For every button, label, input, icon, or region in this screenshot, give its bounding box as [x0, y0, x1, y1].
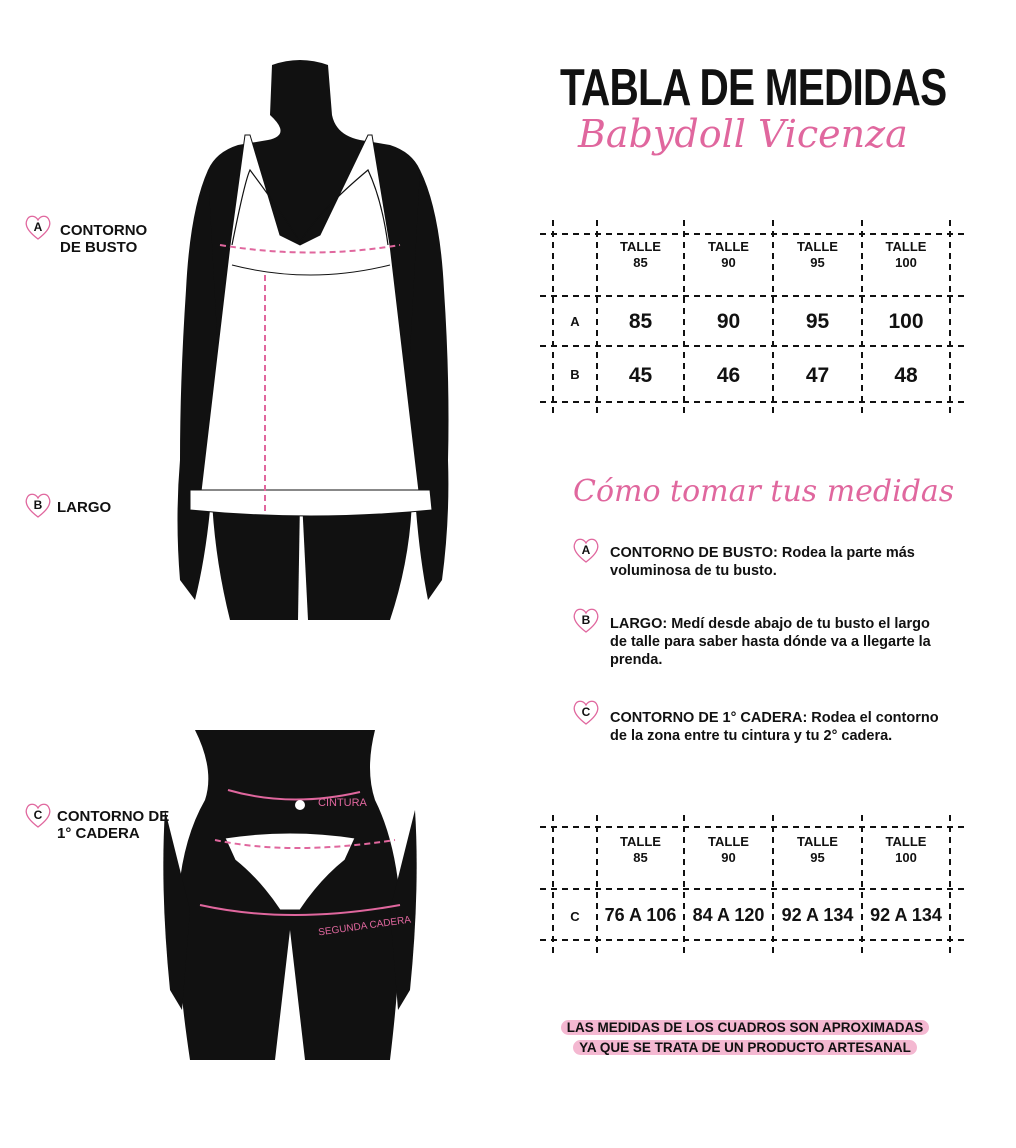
header-size: 85 — [633, 255, 648, 270]
header-size: 90 — [721, 850, 736, 865]
header-size: 85 — [633, 850, 648, 865]
cintura-label: CINTURA — [318, 797, 367, 809]
label-contorno-busto-line-1: CONTORNO — [60, 222, 148, 239]
table-1-row-a-cell: 95 — [805, 310, 830, 333]
instruction-b-term: LARGO — [610, 616, 663, 632]
header-size: 100 — [895, 850, 917, 865]
instr-c-heart-icon — [571, 697, 601, 727]
label-contorno-busto — [60, 222, 147, 256]
disclaimer-line-1: LAS MEDIDAS DE LOS CUADROS SON APROXIMADAS — [561, 1020, 930, 1035]
header-size: 95 — [810, 850, 825, 865]
heart-b-icon — [23, 490, 53, 520]
instr-b-heart-icon — [571, 605, 601, 635]
table-1-row-b-cell: 47 — [805, 364, 830, 387]
heart-c-icon — [23, 800, 53, 830]
heart-a-letter: A — [33, 220, 43, 234]
table-1-row-a-cell: 100 — [888, 310, 924, 333]
table-1-row-b-key: B — [570, 367, 580, 382]
hips-figure — [160, 730, 420, 1060]
heart-a-icon — [23, 212, 53, 242]
table-1-row-b-cell: 48 — [894, 364, 918, 387]
header-talle-label: TALLE — [797, 834, 838, 849]
header-size: 90 — [721, 255, 736, 270]
label-contorno-busto-line-2: DE BUSTO — [60, 239, 138, 256]
table-1-row-b-cell: 46 — [716, 364, 741, 387]
page-title: TABLA DE MEDIDAS — [560, 59, 947, 117]
instruction-a-term: CONTORNO DE BUSTO — [610, 545, 774, 561]
header-size: 100 — [895, 255, 917, 270]
instruction-b — [610, 615, 940, 669]
instruction-a-text: : Rodea la parte más voluminosa de tu busto. — [610, 545, 915, 579]
table-1-header-90 — [684, 240, 773, 270]
instruction-c-text: : Rodea el contorno de la zona entre tu cintura y tu 2° cadera. — [610, 710, 939, 744]
table-2-row-c-cell: 92 A 134 — [781, 905, 854, 925]
table-1-row-a-cell: 85 — [628, 310, 653, 333]
table-1-row-a-cell: 90 — [716, 310, 741, 333]
header-talle-label: TALLE — [620, 239, 661, 254]
size-table-1 — [540, 220, 965, 415]
label-contorno-cadera-line-1: CONTORNO DE — [57, 808, 170, 825]
babydoll-figure — [150, 60, 450, 630]
heart-c-letter: C — [33, 808, 43, 822]
table-1-header-100 — [862, 240, 950, 270]
table-2-row-c-cell: 84 A 120 — [692, 905, 765, 925]
table-1-header-95 — [773, 240, 862, 270]
header-talle-label: TALLE — [620, 834, 661, 849]
size-table-2 — [540, 815, 965, 955]
header-talle-label: TALLE — [797, 239, 838, 254]
header-size: 95 — [810, 255, 825, 270]
instr-b-letter: B — [581, 613, 591, 627]
instruction-c-term: CONTORNO DE 1° CADERA — [610, 710, 803, 726]
table-1-header-85 — [597, 240, 684, 270]
table-1-row-b-cell: 45 — [628, 364, 653, 387]
header-talle-label: TALLE — [708, 834, 749, 849]
instr-c-letter: C — [581, 705, 591, 719]
label-contorno-cadera — [57, 808, 169, 842]
table-2-header-90 — [684, 835, 773, 865]
how-to-title: Cómo tomar tus medidas — [573, 474, 955, 509]
instr-a-letter: A — [581, 543, 591, 557]
disclaimer-line-2: YA QUE SE TRATA DE UN PRODUCTO ARTESANAL — [573, 1040, 917, 1055]
page-subtitle: Babydoll Vicenza — [578, 112, 908, 156]
table-2-row-c-cell: 92 A 134 — [870, 905, 942, 925]
disclaimer-note — [560, 1018, 930, 1058]
table-2-header-95 — [773, 835, 862, 865]
header-talle-label: TALLE — [708, 239, 749, 254]
instruction-b-text: : Medí desde abajo de tu busto el largo de talle para saber hasta dónde va a llegarte la prenda. — [610, 616, 931, 668]
header-talle-label: TALLE — [885, 834, 927, 849]
table-2-row-c-cell: 76 A 106 — [604, 905, 677, 925]
table-2-header-85 — [597, 835, 684, 865]
table-2-header-100 — [862, 835, 950, 865]
table-1-row-a-key: A — [570, 314, 580, 329]
heart-b-letter: B — [33, 498, 43, 512]
label-largo: LARGO — [57, 499, 112, 516]
label-contorno-cadera-line-2: 1° CADERA — [57, 825, 140, 842]
header-talle-label: TALLE — [885, 239, 927, 254]
instruction-a — [610, 544, 940, 580]
segunda-cadera-label: SEGUNDA CADERA — [317, 914, 412, 939]
instruction-c — [610, 709, 940, 745]
table-2-row-c-key: C — [570, 909, 580, 924]
instr-a-heart-icon — [571, 535, 601, 565]
